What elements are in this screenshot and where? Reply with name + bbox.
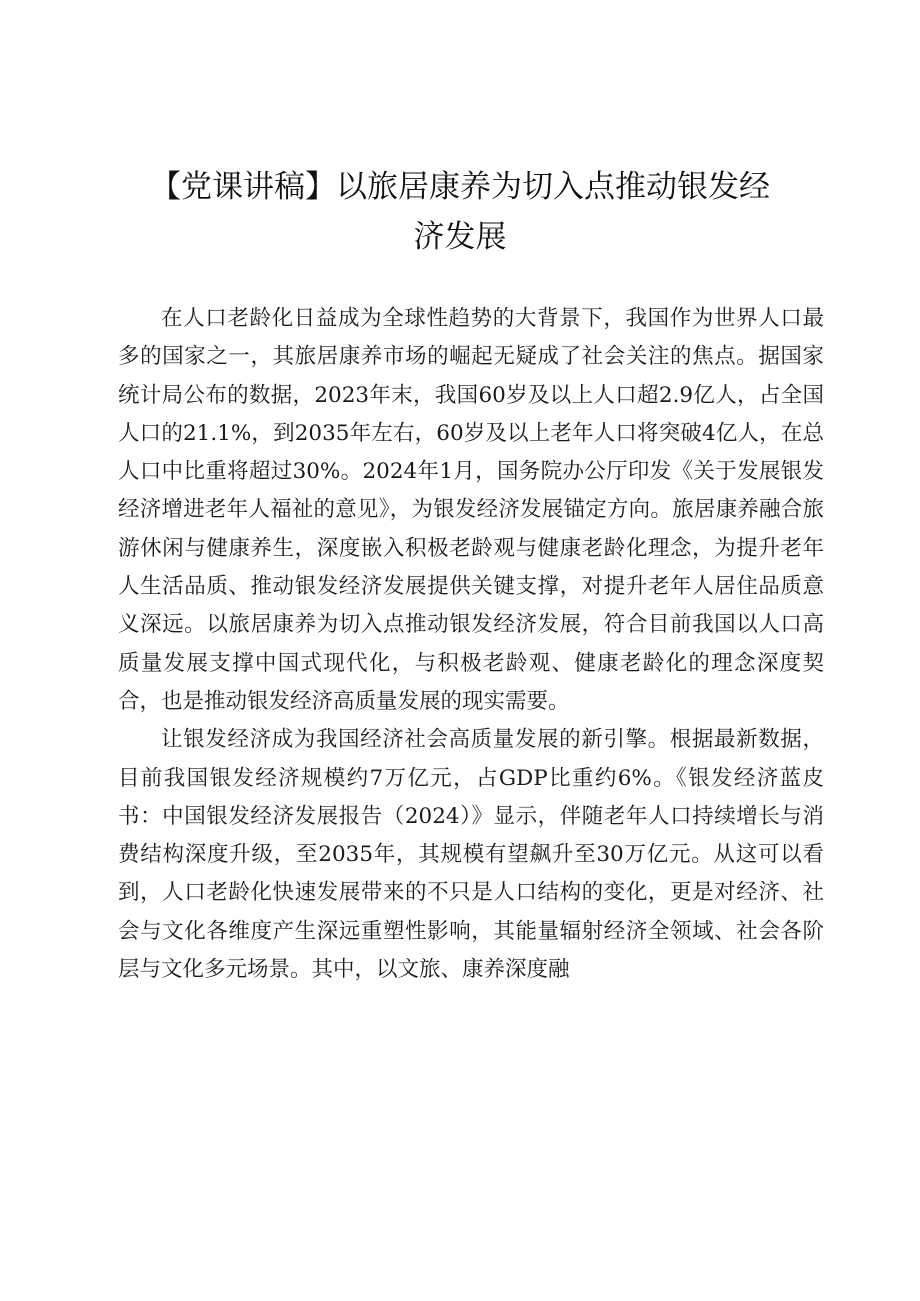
paragraph-2: 让银发经济成为我国经济社会高质量发展的新引擎。根据最新数据，目前我国银发经济规模约7万亿元，占GDP比重约6%。《银发经济蓝皮书：中国银发经济发展报告（2024）》显示，伴随老年人口持续增长与消费结构深度升级，至2035年，其规模有望飙升至30万亿元。从这可以看到，人口老龄化快速发展带来的不只是人口结构的变化，更是对经济、社会与文化各维度产生深远重塑性影响，其能量辐射经济全领域、社会各阶层与文化多元场景。其中，以文旅、康养深度融 (118, 727, 824, 983)
paragraph-1: 在人口老龄化日益成为全球性趋势的大背景下，我国作为世界人口最多的国家之一，其旅居康养市场的崛起无疑成了社会关注的焦点。据国家统计局公布的数据，2023年末，我国60岁及以上人口超2.9亿人，占全国人口的21.1%，到2035年左右，60岁及以上老年人口将突破4亿人，在总人口中比重将超过30%。2024年1月，国务院办公厅印发《关于发展银发经济增进老年人福祉的意见》，为银发经济发展锚定方向。旅居康养融合旅游休闲与健康养生，深度嵌入积极老龄观与健康老龄化理念，为提升老年人生活品质、推动银发经济发展提供关键支撑，对提升老年人居住品质意义深远。以旅居康养为切入点推动银发经济发展，符合目前我国以人口高质量发展支撑中国式现代化，与积极老龄观、健康老龄化的理念深度契合，也是推动银发经济高质量发展的现实需要。 (118, 306, 824, 714)
title-line-2: 济发展 (413, 219, 507, 255)
document-title (120, 162, 800, 262)
title-line-1: 【党课讲稿】以旅居康养为切入点推动银发经 (150, 169, 770, 205)
document-body (118, 300, 824, 989)
